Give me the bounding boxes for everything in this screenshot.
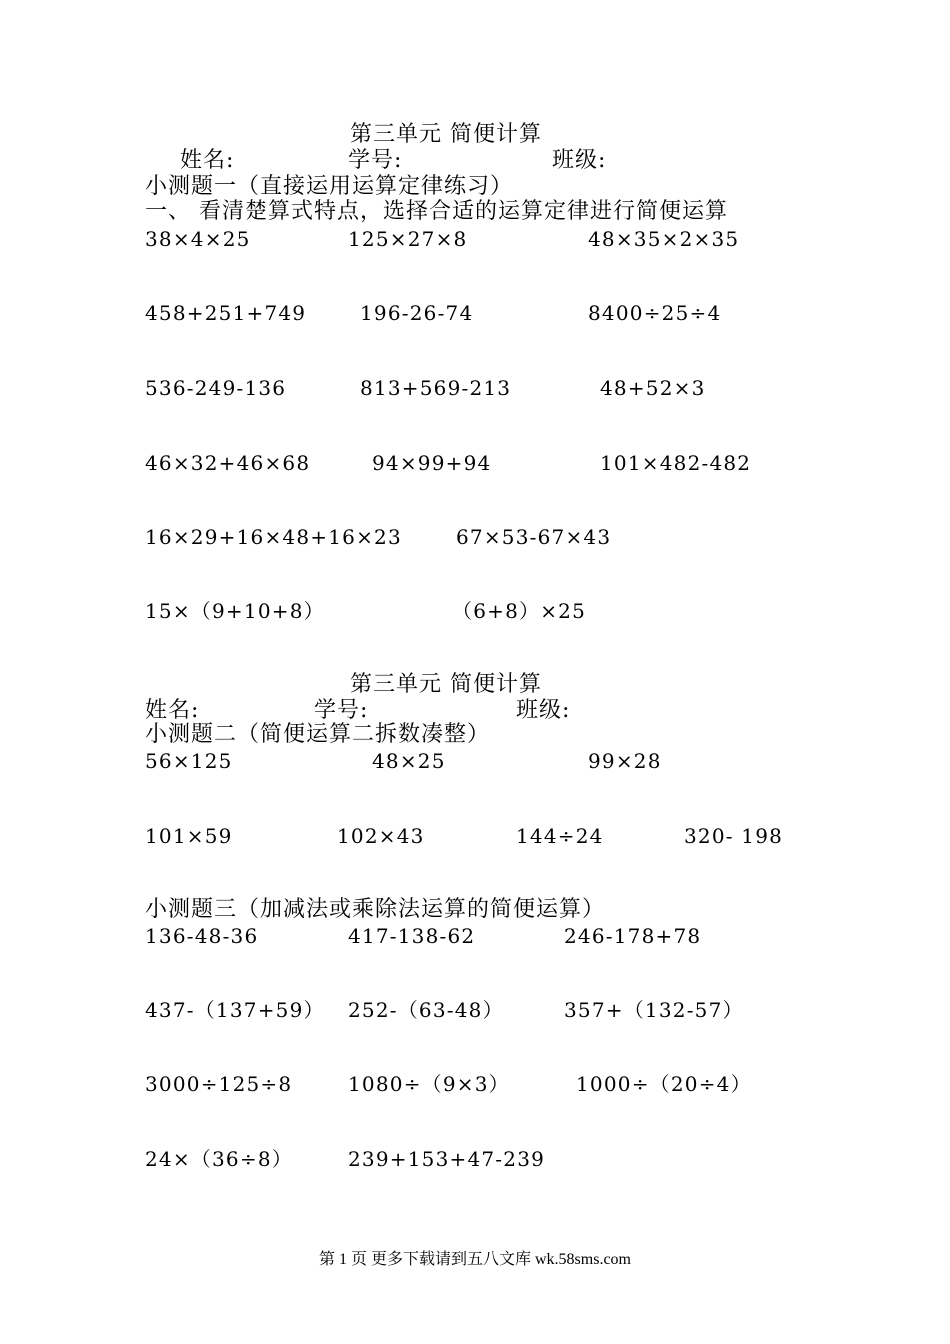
exercise: 24×（36÷8） bbox=[145, 1147, 293, 1171]
class-label-2: 班级: bbox=[516, 698, 571, 723]
exercise: 239+153+47-239 bbox=[348, 1147, 546, 1171]
page-footer: 第 1 页 更多下载请到五八文库 wk.58sms.com bbox=[318, 1251, 631, 1268]
quiz-1-heading: 小测题一（直接运用运算定律练习） bbox=[145, 174, 514, 199]
exercise: 437-（137+59） bbox=[145, 998, 325, 1022]
exercise: 48×35×2×35 bbox=[588, 227, 740, 251]
id-label-1: 学号: bbox=[348, 148, 403, 173]
exercise: 136-48-36 bbox=[145, 924, 259, 948]
exercise: 357+（132-57） bbox=[564, 998, 744, 1022]
exercise: 3000÷125÷8 bbox=[145, 1072, 293, 1096]
exercise: 8400÷25÷4 bbox=[588, 301, 722, 325]
exercise: 101×59 bbox=[145, 824, 233, 848]
quiz-2-heading: 小测题二（简便运算二拆数凑整） bbox=[145, 722, 491, 747]
exercise: 125×27×8 bbox=[348, 227, 468, 251]
quiz-3-heading: 小测题三（加减法或乘除法运算的简便运算） bbox=[145, 897, 606, 922]
exercise: （6+8）×25 bbox=[452, 599, 587, 623]
instruction-1: 一、 看清楚算式特点，选择合适的运算定律进行简便运算 bbox=[145, 199, 728, 224]
exercise: 813+569-213 bbox=[360, 376, 512, 400]
exercise: 67×53-67×43 bbox=[456, 525, 612, 549]
exercise: 417-138-62 bbox=[348, 924, 476, 948]
exercise: 99×28 bbox=[588, 749, 662, 773]
exercise: 48+52×3 bbox=[600, 376, 706, 400]
exercise: 48×25 bbox=[372, 749, 446, 773]
title-1: 第三单元 简便计算 bbox=[350, 122, 542, 147]
exercise: 102×43 bbox=[337, 824, 425, 848]
exercise: 56×125 bbox=[145, 749, 233, 773]
exercise: 1000÷（20÷4） bbox=[576, 1072, 752, 1096]
exercise: 38×4×25 bbox=[145, 227, 251, 251]
exercise: 246-178+78 bbox=[564, 924, 702, 948]
exercise: 94×99+94 bbox=[372, 451, 492, 475]
exercise: 320- 198 bbox=[684, 824, 784, 848]
title-2: 第三单元 简便计算 bbox=[350, 672, 542, 697]
exercise: 15×（9+10+8） bbox=[145, 599, 325, 623]
id-label-2: 学号: bbox=[314, 698, 369, 723]
class-label-1: 班级: bbox=[552, 148, 607, 173]
exercise: 1080÷（9×3） bbox=[348, 1072, 510, 1096]
exercise: 144÷24 bbox=[516, 824, 604, 848]
exercise: 252-（63-48） bbox=[348, 998, 504, 1022]
exercise: 458+251+749 bbox=[145, 301, 307, 325]
exercise: 196-26-74 bbox=[360, 301, 474, 325]
name-label-1: 姓名: bbox=[180, 148, 235, 173]
exercise: 16×29+16×48+16×23 bbox=[145, 525, 402, 549]
exercise: 46×32+46×68 bbox=[145, 451, 311, 475]
exercise: 536-249-136 bbox=[145, 376, 287, 400]
exercise: 101×482-482 bbox=[600, 451, 752, 475]
name-label-2: 姓名: bbox=[145, 698, 200, 723]
